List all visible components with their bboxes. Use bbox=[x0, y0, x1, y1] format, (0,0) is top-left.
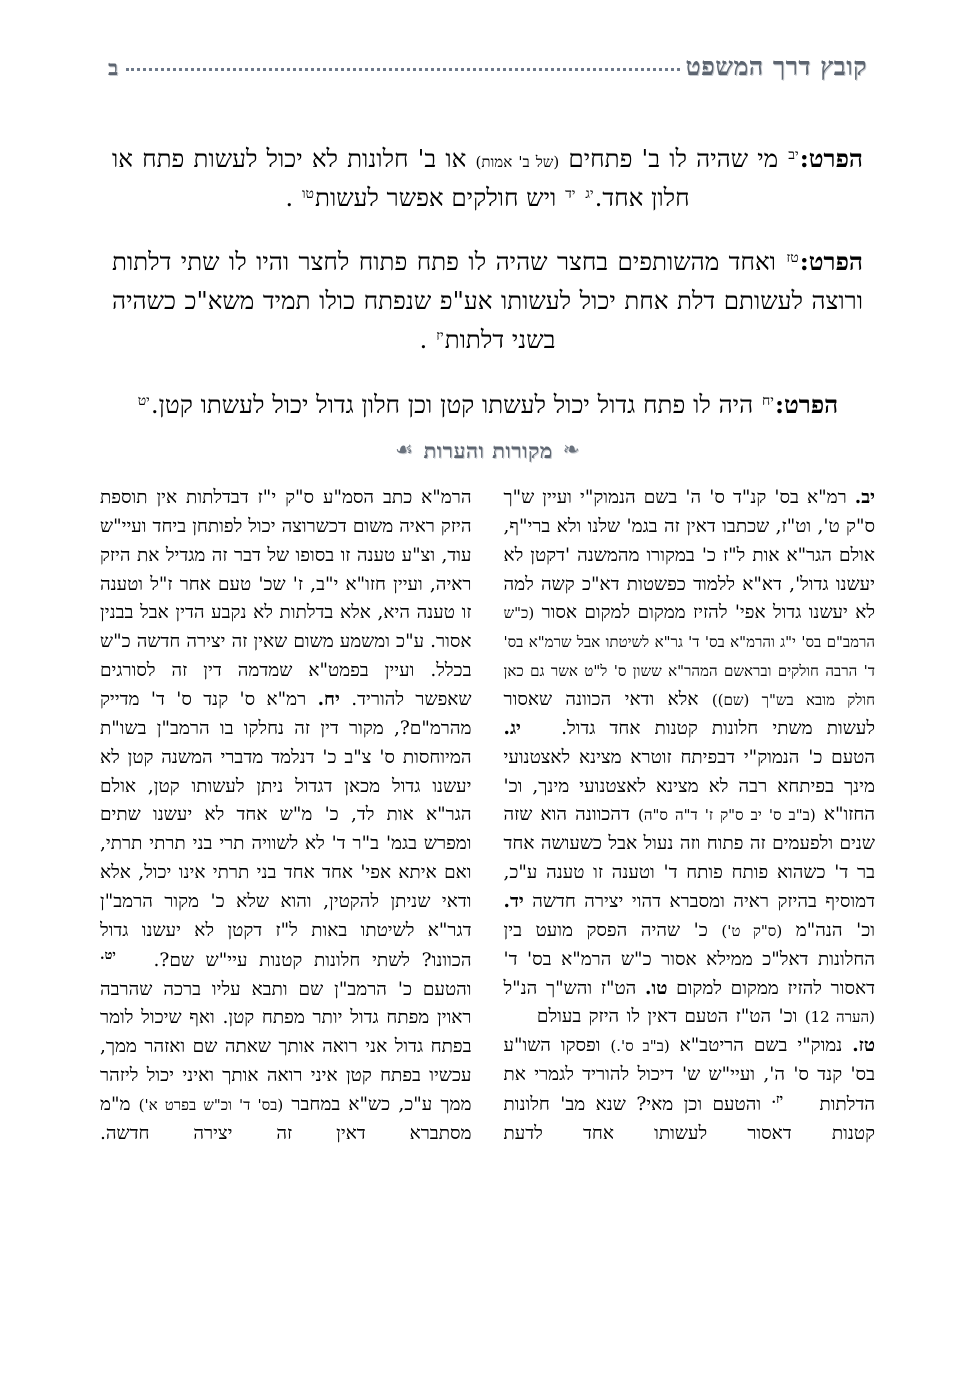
note-parenthetical: (של ב' אמות) bbox=[475, 153, 560, 171]
note-number: יט. bbox=[100, 947, 116, 963]
halacha-paragraph bbox=[112, 243, 863, 359]
note-parenthetical: (כ"ש הרמב"ם בס' י"ג והרמ"א בס' ד' גר"א לשיטתו אבל שרמ"א בס' ד' הרבה חולקים ובראשם המהר"א ששון ס' ל"ט אשר גם כאן חולק מובא בש"ך (שם)) bbox=[503, 604, 875, 710]
text-run: מי שהיה לו ב' פתחים bbox=[559, 144, 788, 173]
sources-section-heading bbox=[0, 437, 975, 464]
text-run: רמ"א בס' קנ"ד ס' ה' בשם הנמוק"י ועיין ש"ך ס"ק ט', וט"ז, שכתבו דאין זה בגמ' שלנו ולא ברי"ף, אולם הגר"א אות ל"ז כ' במקורו מהמשנה 'דקטן לא יעשנו גדול', דא"א ללמוד כפשטות דא"כ קשה למה לא יעשנו גדול אפי' להזיז ממקום למקום אסור bbox=[503, 487, 875, 624]
ornament-left-icon: ☙ bbox=[395, 437, 414, 461]
text-run: נמוק"י בשם הריטב"א bbox=[669, 1035, 853, 1057]
halacha-lead-label: הפרט: bbox=[799, 144, 863, 173]
notes-column-right bbox=[500, 484, 876, 1360]
text-run: . bbox=[285, 182, 301, 212]
text-run: או ב' חלונות לא יכול לעשות פתח או חלון אחד. bbox=[112, 144, 690, 212]
note-body bbox=[100, 487, 472, 710]
halacha-lead-label: הפרט: bbox=[799, 247, 863, 277]
text-run: היה לו פתח גדול יכול לעשתו קטן וכן חלון גדול יכול לעשתו קטן. bbox=[150, 389, 761, 419]
ornament-right-icon: ❧ bbox=[562, 437, 580, 461]
footnote-marker: יד bbox=[565, 185, 576, 202]
note-number: טז. bbox=[852, 1035, 875, 1057]
halacha-paragraph bbox=[112, 140, 863, 217]
footnote-marker: יח bbox=[762, 392, 774, 409]
note-number: טו. bbox=[645, 977, 668, 999]
footnote-marker: טז bbox=[786, 250, 799, 267]
text-run: כ' שהיה הפסק מועט בין החלונות דאל"כ ממילא אסור כ"ש הרמ"א בס' ד' דאסור להזיז ממקום למקום bbox=[503, 919, 875, 999]
note-body bbox=[100, 979, 472, 1144]
page-number: ב bbox=[108, 55, 119, 80]
note-parenthetical: (הערה 12) bbox=[804, 1008, 875, 1027]
sources-heading-label: מקורות והערות bbox=[423, 438, 553, 463]
note-number: יב. bbox=[854, 487, 875, 508]
running-header bbox=[108, 52, 867, 92]
note-body bbox=[504, 487, 876, 739]
note-parenthetical: (ס"ק ט') bbox=[721, 921, 783, 940]
footnote-marker: יב bbox=[788, 147, 799, 163]
text-run: וכ' הט"ז הטעם דאין לו היזק בעולם bbox=[536, 1006, 805, 1028]
footnote-marker: יט bbox=[137, 392, 150, 409]
text-run: והטעם וכן מאי? שנא מב' חלונות קטנות דאסור לעשותו אחד לדעת bbox=[503, 1094, 875, 1144]
note-body bbox=[504, 747, 876, 912]
text-run: ויש חולקים אפשר לעשות bbox=[315, 182, 565, 212]
text-run: הטעם כ' הנמוק"י דבפיתח זוטרא מצינא לאצטנועי מינך בפיתחא רבה לא מצינא לאצטנועי מינך, וכ' החזו"א bbox=[503, 746, 875, 826]
text-run: הרמ"א כתב הסמ"ע ס"ק י"ז דבדלתות אין תוספת היזק ראיה משום דכשרוצה יכול לפותחן ביחד ועיי"ש עוד, וצ"ע טענה זו בסופו של דבר זה מגדיל את היזק ראיה, ועיין חזו"א י"ב, ז' שכ' טעם אחר ז"ל וטענה זו טענה היא, אלא בדלתות לא נקבע הדין אבל בבנין אסור. ע"כ ומשמע משום שאין זה יצירה חדשה כ"ש בכלל. ועיין בפמט"א שמדמה דין זה לסורגים שאפשר להוריד. bbox=[100, 487, 472, 711]
halacha-lead-label: הפרט: bbox=[774, 389, 839, 419]
text-run: . bbox=[419, 324, 436, 354]
text-run: וכ' הנה"מ bbox=[782, 919, 875, 941]
notes-column-left bbox=[100, 484, 476, 1360]
footnote-marker: יג bbox=[585, 185, 594, 202]
header-title: קובץ דרך המשפט bbox=[685, 52, 867, 81]
note-parenthetical: (ב"ב ס'.) bbox=[610, 1037, 670, 1056]
text-run: ופסקו השו"ע בס' קנד ס' ה', ועיי"ש ש' דיכול להוריד לגמרי את הדלתות bbox=[503, 1035, 875, 1116]
text-run: רמ"א ס' קנד ס' ד' מדייק מהרמ"ם?, מקור דין זה נחלקו בו הרמב"ן בשו"ת המיוחסות ס' צ"ב כ' דנלמד מדברי המשנה קטן לא יעשנו גדול מכאן דגדול ניתן לעשותו קטן, אולם הגר"א אות לד, כ' מ"ש אחד לא יעשנו שתים ומפרש בגמ' ב"ר ד' לא לשוויה תרי בני תרתי תרתי, ואם איתא אפי' אחד אחד בני תרתי אינו יכול, אלא ודאי שניתן להקטין, והוא שלא כ' מקור הרמב"ן דגר"א לשיטתו באות ל"ז דקטן לא יעשנו גדול הכוונו? לשתי חלונות קטנות עיי"ש שם?. bbox=[100, 689, 472, 971]
header-leader-dots bbox=[126, 67, 679, 71]
text-run: מ"מ מסתברא דאין זה יצירה חדשה. bbox=[100, 1094, 472, 1144]
footnote-marker: יז bbox=[436, 327, 444, 344]
note-number: יח. bbox=[317, 689, 340, 711]
text-run: אלא ודאי הכוונה שאסור לעשות משתי חלונות קטנות אחד גדול. bbox=[503, 689, 875, 739]
halacha-paragraph-list bbox=[112, 140, 863, 424]
halacha-body bbox=[112, 140, 863, 424]
note-number: יז. bbox=[771, 1092, 784, 1108]
text-run: ואחד מהשותפים בחצר שהיה לו פתח פתוח לחצר והיו לו שתי דלתות ורוצה לעשותם דלת אחת יכול לעשותו אע"פ שנפתח כולו תמיד משא"כ כשהיה בשני דלתות bbox=[112, 247, 863, 354]
text-run: הט"ז והש"ך הנ"ל bbox=[503, 977, 646, 999]
notes-columns bbox=[100, 484, 875, 1360]
note-parenthetical: (ב"ב ס' יב ס"ק ז' ד"ה ס"ה) bbox=[638, 806, 816, 825]
halacha-paragraph bbox=[112, 386, 863, 425]
note-number: יד. bbox=[503, 891, 524, 913]
note-parenthetical: (בס' ד' וכ"ש בפרט א') bbox=[138, 1096, 284, 1115]
note-body bbox=[100, 689, 472, 971]
text-run: והטעם כ' הרמב"ן שם ותבא עליו ברכה שהרבה ראוין מפתח גדול יותר מפתח קטן. ואף שיכול לומר בפתח גדול אני רואה אותך שאתה שם ואזהר ממך, עכשיו בפתח קטן איני רואה אותך ואיני יכול ליזהר ממך ע"כ, כש"א במחבר bbox=[100, 978, 472, 1116]
note-number: יג. bbox=[503, 717, 521, 739]
text-run: דהכוונה הוא שזה שנים ולפעמים זה פתוח וזה נעול אבל כשעושה אחד בר ד' כשהוא פותח פותח ד' וטענה זו טענה ע"כ, דמוסיף בהיזק ראיה ומסברא דהוי יצירה חדשה bbox=[503, 804, 875, 913]
footnote-marker: טו bbox=[301, 185, 315, 202]
